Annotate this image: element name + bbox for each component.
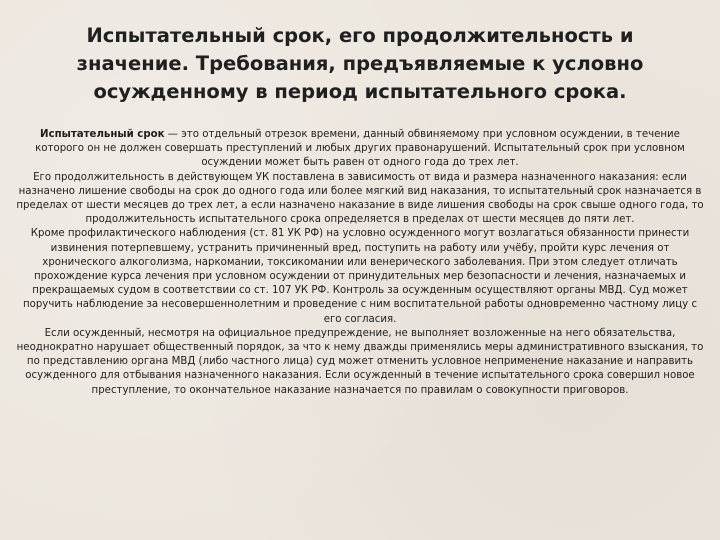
slide-body — [16, 128, 704, 398]
paragraph-violations: Если осужденный, несмотря на официальное предупреждение, не выполняет возложенные на него обязательства, неоднократно нарушает общественный порядок, за что к нему дважды применялись меры административного взыскания, то по представлению органа МВД (либо частного лица) суд может отменить условное неприменение наказание и направить осужденного для отбывания назначенного наказания. Если осужденный в течение испытательного срока совершил новое преступление, то окончательное наказание назначается по правилам о совокупности приговоров. — [16, 327, 704, 396]
paragraph-duration: Его продолжительность в действующем УК поставлена в зависимость от вида и размера назначенного наказания: если назначено лишение свободы на срок до одного года или более мягкий вид наказания, то испытательный срок назначается в пределах от шести месяцев до трех лет, а если назначено наказание в виде лишения свободы на срок свыше одного года, то продолжительность испытательного срока определяется в пределах от шести месяцев до пяти лет. — [16, 171, 704, 226]
paragraph-definition-text: — это отдельный отрезок времени, данный обвиняемому при условном осуждении, в течение которого он не должен совершать преступлений и любых других правонарушений. Испытательный срок при условном осуждении может быть равен от одного года до трех лет. — [35, 129, 685, 169]
paragraph-obligations: Кроме профилактического наблюдения (ст. 81 УК РФ) на условно осужденного могут возлагаться обязанности принести извинения потерпевшему, устранить причиненный вред, поступить на работу или учёбу, пройти курс лечения от хронического алкоголизма, наркомании, токсикомании или венерического заболевания. При этом следует отличать прохождение курса лечения при условном осуждении от принудительных мер безопасности и лечения, назначаемых и прекращаемых судом в соответствии со ст. 107 УК РФ. Контроль за осужденным осуществляют органы МВД. Суд может поручить наблюдение за несовершеннолетним и проведение с ним воспитательной работы одновременно частному лицу с его согласия. — [22, 228, 698, 325]
slide-title: Испытательный срок, его продолжительность и значение. Требования, предъявляемые к условно осужденному в период испытательного срока. — [76, 24, 644, 103]
term-probation-period: Испытательный срок — [40, 129, 165, 140]
paragraph-definition — [16, 128, 704, 171]
